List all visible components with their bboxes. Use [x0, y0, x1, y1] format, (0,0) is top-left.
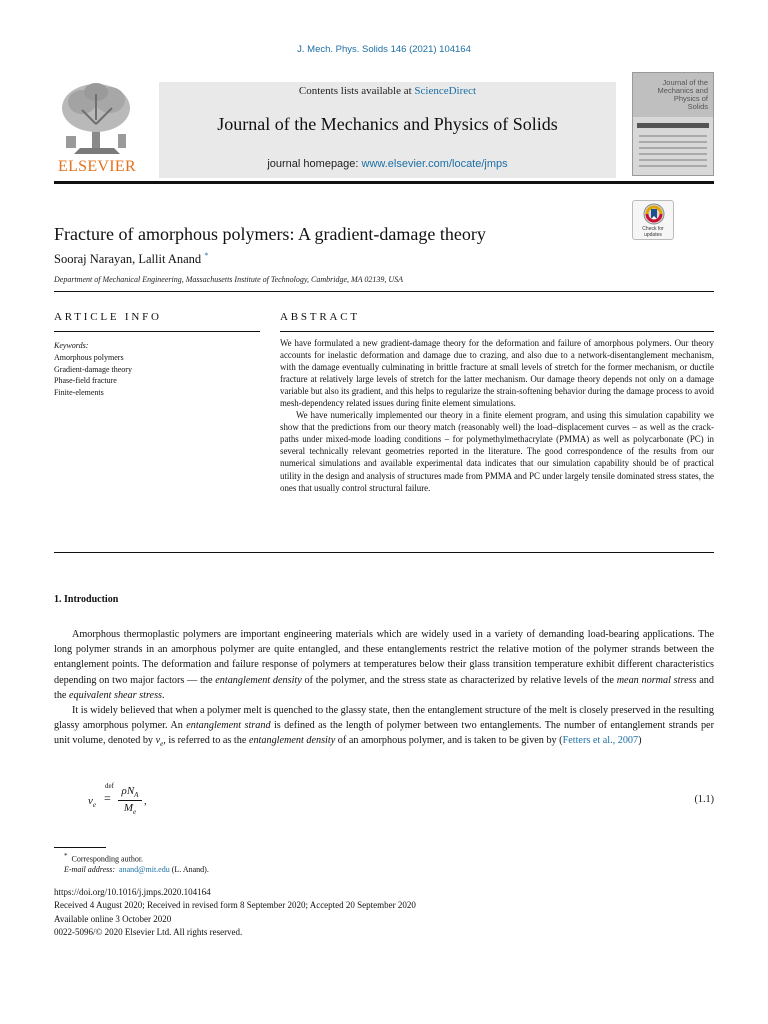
equation-lhs: $\nu_e$	[88, 795, 96, 810]
journal-cover-image[interactable]	[632, 72, 714, 176]
introduction-paragraph-1: Amorphous thermoplastic polymers are important engineering materials which are widely used in a variety of demanding load-bearing applications. The long polymer strands in an amorphous polymer are quite entangled, and these entanglements restrict the relative motion of the polymer strands between the entanglement points. The deformation and failure response of polymers at temperatures below their glass transition temperature exhibit different characteristics depending on two major factors — the entanglement density of the polymer, and the stress state as characterized by relative levels of the mean normal stress and the equivalent shear stress.	[54, 629, 714, 701]
contents-line	[159, 85, 616, 97]
section-heading-introduction: 1. Introduction	[54, 594, 119, 605]
author-names: Sooraj Narayan, Lallit Anand	[54, 252, 202, 267]
copyright-notice: 0022-5096/© 2020 Elsevier Ltd. All rights reserved.	[54, 927, 243, 937]
equation-def-label: def	[105, 782, 114, 790]
journal-homepage-link[interactable]: www.elsevier.com/locate/jmps	[361, 158, 508, 170]
sciencedirect-link[interactable]: ScienceDirect	[414, 85, 477, 97]
journal-citation[interactable]: J. Mech. Phys. Solids 146 (2021) 104164	[297, 44, 471, 55]
article-title: Fracture of amorphous polymers: A gradient-damage theory	[54, 224, 486, 244]
email-footnote: E-mail address: anand@mit.edu (L. Anand).	[64, 865, 209, 874]
cover-contents	[639, 135, 707, 171]
journal-title: Journal of the Mechanics and Physics of Solids	[217, 114, 558, 134]
article-info-heading: ARTICLE INFO	[54, 311, 162, 323]
header-rule	[54, 181, 714, 184]
equation-fraction	[118, 785, 142, 816]
elsevier-wordmark: ELSEVIER	[58, 158, 136, 175]
equation-denominator: $M_e$	[123, 802, 137, 817]
abstract-heading: ABSTRACT	[280, 311, 360, 323]
abstract-bottom-rule	[54, 552, 714, 553]
footnote-rule	[54, 847, 106, 848]
abstract-text	[280, 337, 714, 494]
keyword-item: Amorphous polymers	[54, 352, 124, 362]
affiliation-rule	[54, 291, 714, 292]
keyword-item: Gradient-damage theory	[54, 364, 132, 374]
check-updates-icon	[633, 201, 675, 227]
author-affiliation: Department of Mechanical Engineering, Massachusetts Institute of Technology, Cambridge, MA 02139, USA	[54, 275, 404, 284]
keywords-block	[54, 340, 260, 399]
elsevier-logo[interactable]	[54, 80, 140, 176]
keyword-item: Phase-field fracture	[54, 376, 117, 386]
elsevier-tree-icon	[54, 80, 140, 156]
introduction-body	[54, 627, 714, 753]
check-for-updates-button[interactable]	[632, 200, 674, 240]
equation-equals: =	[104, 791, 111, 805]
abstract-paragraph: We have numerically implemented our theory in a finite element program, and using this simulation capability we show that the predictions from our theory match (reasonably well) the load–displacement curves – as well as the crack-paths under mixed-mode loading conditions – for polymethylmethacrylate (PMMA) as well as polycarbonate (PC) in several technically relevant geometries reported in the literature. The good correspondence of the results from our numerical simulations and available experimental data indicates that our simulation capability should be of practical utility in the design and analysis of structures made from PMMA and PC under largely tensile dominated stress states, the ones that usually control structural failure.	[280, 410, 714, 493]
article-info-rule	[54, 331, 260, 332]
available-online: Available online 3 October 2020	[54, 914, 172, 924]
journal-homepage-line	[159, 158, 616, 170]
keyword-item: Finite-elements	[54, 388, 104, 398]
abstract-top-rule	[280, 331, 714, 332]
article-authors	[54, 251, 208, 267]
author-email-link[interactable]: anand@mit.edu	[119, 865, 170, 874]
equation-numerator: $\rho N_A$	[121, 785, 139, 800]
doi-link[interactable]: https://doi.org/10.1016/j.jmps.2020.104164	[54, 887, 211, 897]
cover-title: Journal of the Mechanics and Physics of Solids	[657, 78, 708, 111]
corresponding-author-footnote: * Corresponding author.	[64, 852, 144, 864]
contents-prefix: Contents lists available at	[298, 85, 415, 97]
keywords-label: Keywords:	[54, 341, 89, 350]
journal-masthead	[159, 82, 616, 178]
introduction-paragraph-2: It is widely believed that when a polymer melt is quenched to the glassy state, then the entanglement structure of the melt is closely preserved in the resulting glassy amorphous polymer. An entanglement strand is defined as the length of polymer between two entanglements. The number of entanglement strands per unit volume, denoted by $\nu_e$, is referred to as the entanglement density of an amorphous polymer, and is taken to be given by (Fetters et al., 2007)	[54, 705, 714, 749]
abstract-paragraph: We have formulated a new gradient-damage theory for the deformation and failure of amorphous polymers. Our theory accounts for inelastic deformation and damage due to crazing, and also due to a network-disentanglement mechanism, with the damage eventually culminating in brittle fracture at small levels of stretch for the former mechanism, or ductile fracture at relatively large levels of stretch for the latter mechanism. Our damage theory depends not only on a damage variable but also its gradient, and this helps to regularize the strain-softening behavior during the damage process to avoid mesh-dependency related issues during finite element simulations.	[280, 338, 714, 409]
cover-strip	[637, 123, 709, 128]
article-history: Received 4 August 2020; Received in revised form 8 September 2020; Accepted 20 September 2020	[54, 900, 416, 910]
check-updates-label: Check for updates	[642, 226, 664, 238]
corresponding-author-marker[interactable]: *	[204, 251, 209, 260]
homepage-prefix: journal homepage:	[267, 158, 362, 170]
reference-link-fetters[interactable]: Fetters et al., 2007	[562, 735, 639, 747]
equation-number: (1.1)	[694, 794, 714, 805]
